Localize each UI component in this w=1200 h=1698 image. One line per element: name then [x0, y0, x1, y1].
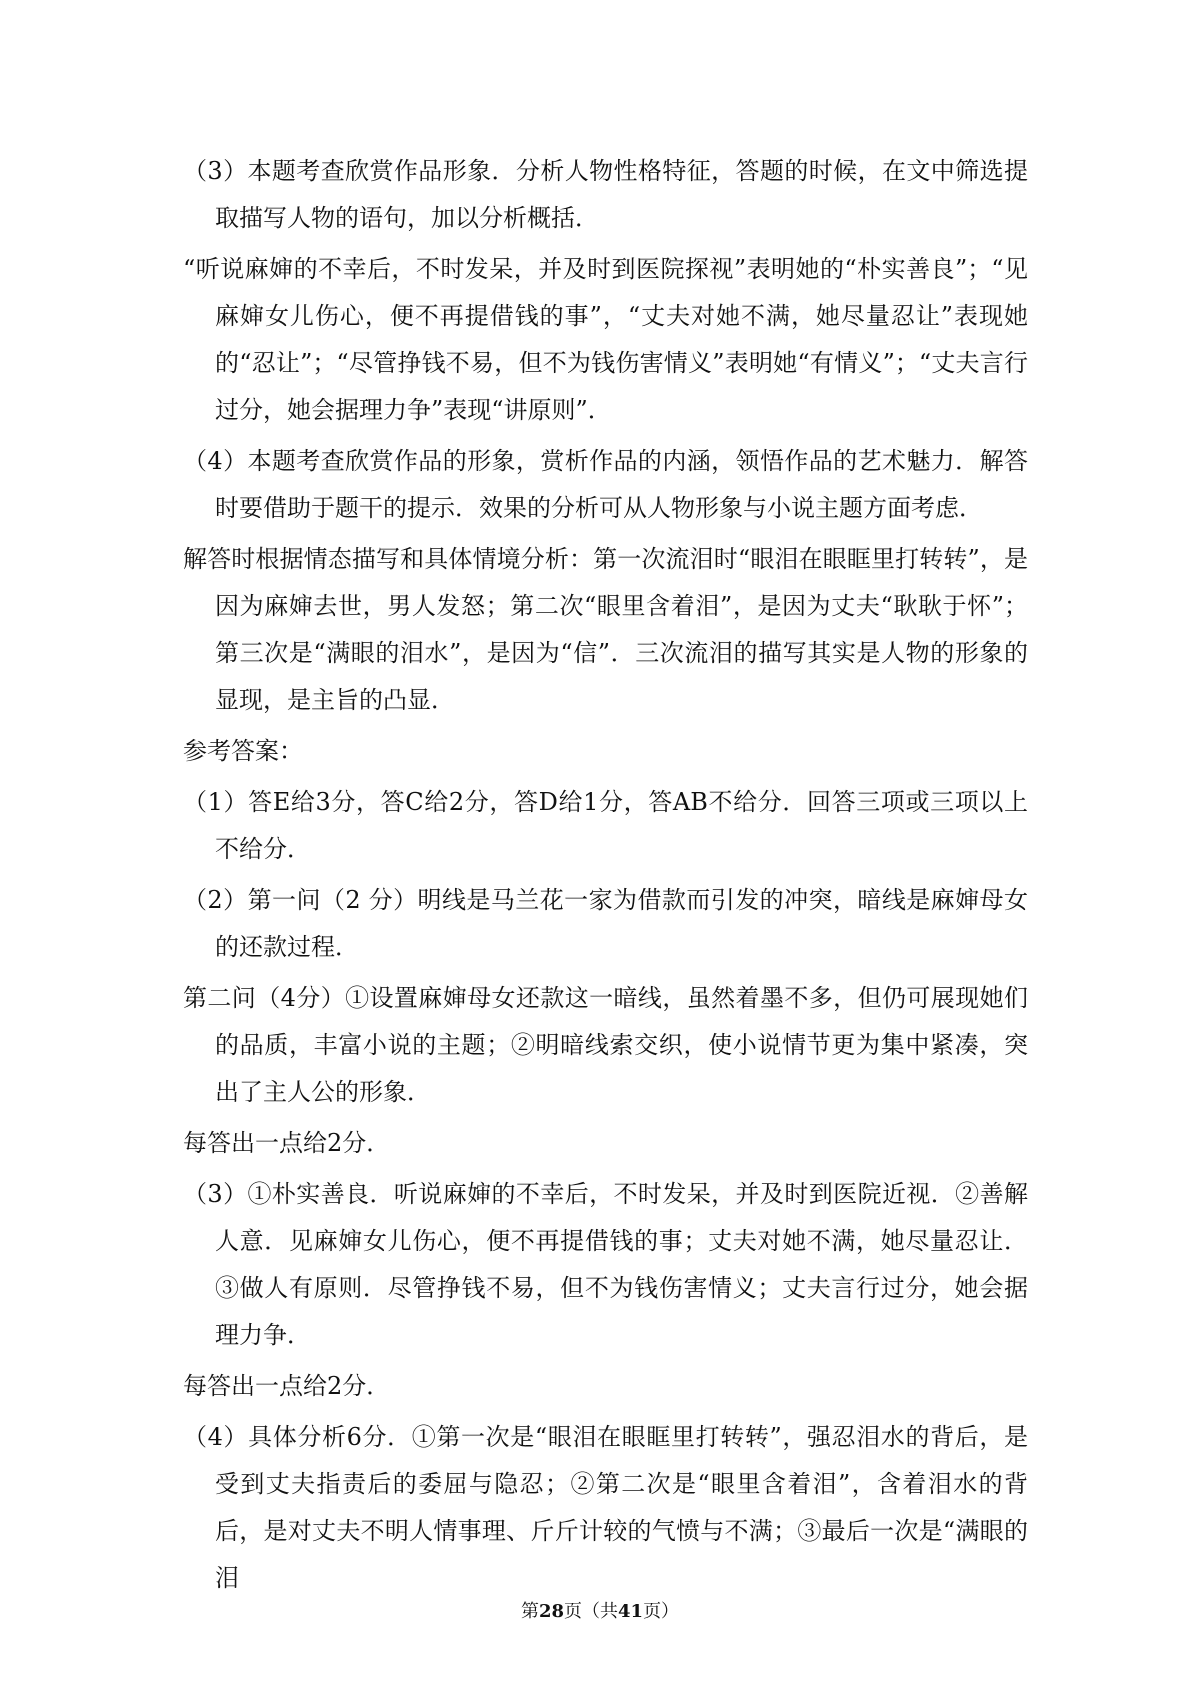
answer-1: （1）答E给3分，答C给2分，答D给1分，答AB不给分．回答三项或三项以上不给分．	[183, 788, 1028, 863]
answer-analysis-body	[183, 148, 1028, 1606]
page-footer	[0, 1597, 1200, 1623]
footer-page-number: 28	[538, 1601, 564, 1622]
paragraph-q3-quotes: “听说麻婶的不幸后，不时发呆，并及时到医院探视”表明她的“朴实善良”；“见麻婶女儿伤心，便不再提借钱的事”，“丈夫对她不满，她尽量忍让”表现她的“忍让”；“尽管挣钱不易，但不为钱伤害情义”表明她“有情义”；“丈夫言行过分，她会据理力争”表现“讲原则”．	[183, 255, 1028, 424]
scoring-note: 每答出一点给2分．	[183, 1129, 391, 1157]
footer-middle: 页（共	[564, 1601, 618, 1622]
scoring-note: 每答出一点给2分．	[183, 1372, 391, 1400]
paragraph-q4-analysis: （4）本题考查欣赏作品的形象，赏析作品的内涵，领悟作品的艺术魅力．解答时要借助于题干的提示．效果的分析可从人物形象与小说主题方面考虑．	[183, 447, 1028, 522]
paragraph-q4-detail: 解答时根据情态描写和具体情境分析：第一次流泪时“眼泪在眼眶里打转转”，是因为麻婶去世，男人发怒；第二次“眼里含着泪”，是因为丈夫“耿耿于怀”；第三次是“满眼的泪水”，是因为“信”．三次流泪的描写其实是人物的形象的显现，是主旨的凸显．	[183, 545, 1028, 714]
footer-total-pages: 41	[618, 1601, 644, 1622]
answer-4: （4）具体分析6分．①第一次是“眼泪在眼眶里打转转”，强忍泪水的背后，是受到丈夫指责后的委屈与隐忍；②第二次是“眼里含着泪”，含着泪水的背后，是对丈夫不明人情事理、斤斤计较的气愤与不满；③最后一次是“满眼的泪	[183, 1423, 1028, 1592]
reference-answer-heading: 参考答案：	[183, 737, 303, 765]
footer-prefix: 第	[520, 1601, 539, 1622]
paragraph-q3-analysis: （3）本题考查欣赏作品形象．分析人物性格特征，答题的时候，在文中筛选提取描写人物的语句，加以分析概括．	[183, 157, 1028, 232]
footer-suffix: 页）	[643, 1601, 680, 1622]
answer-2-part-1: （2）第一问（2 分）明线是马兰花一家为借款而引发的冲突，暗线是麻婶母女的还款过程．	[183, 886, 1028, 961]
answer-3: （3）①朴实善良．听说麻婶的不幸后，不时发呆，并及时到医院近视．②善解人意．见麻婶女儿伤心，便不再提借钱的事；丈夫对她不满，她尽量忍让．③做人有原则．尽管挣钱不易，但不为钱伤害情义；丈夫言行过分，她会据理力争．	[183, 1180, 1028, 1349]
answer-2-part-2: 第二问（4分）①设置麻婶母女还款这一暗线，虽然着墨不多，但仍可展现她们的品质，丰富小说的主题；②明暗线索交织，使小说情节更为集中紧凑，突出了主人公的形象．	[183, 984, 1028, 1106]
